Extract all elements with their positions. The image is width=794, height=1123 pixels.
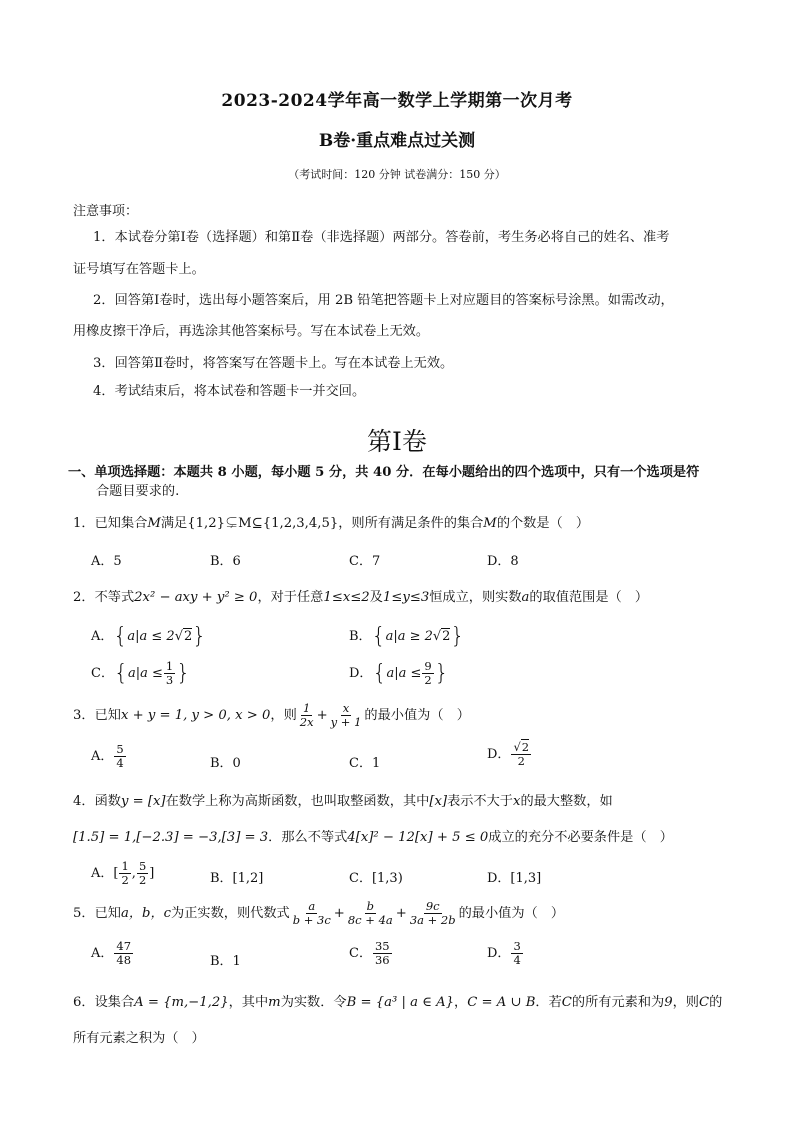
- notice-item: 4．考试结束后，将本试卷和答题卡一并交回。: [93, 384, 366, 399]
- q4-option-c[interactable]: C．[1,3): [349, 871, 403, 886]
- radicand: 2: [442, 629, 451, 644]
- fraction: [298, 702, 316, 729]
- right-brace-icon: }: [192, 624, 207, 649]
- q3-option-b[interactable]: B．0: [210, 756, 241, 771]
- right-brace-icon: }: [450, 624, 465, 649]
- fraction: [511, 741, 531, 768]
- q6-number: 9: [664, 995, 673, 1010]
- q1-option-d[interactable]: D．8: [487, 554, 519, 569]
- q3-option-a[interactable]: [91, 743, 127, 770]
- q6-text: 的所有元素和为: [571, 995, 665, 1010]
- q5-option-a[interactable]: [91, 940, 134, 967]
- q4-option-a[interactable]: [91, 860, 154, 887]
- option-label: A．: [91, 946, 114, 961]
- comma: ,: [131, 866, 136, 881]
- q3-text: ，则: [270, 708, 297, 723]
- q4-examples: [1.5] = 1,[−2.3] = −3,[3] = 3: [73, 830, 269, 845]
- q1-option-c[interactable]: C．7: [349, 554, 381, 569]
- q4-var: x: [513, 794, 521, 809]
- question-3: [73, 702, 470, 729]
- numerator: 1: [121, 859, 129, 873]
- denominator: 2: [138, 873, 147, 887]
- q5-option-b[interactable]: B．1: [210, 954, 241, 969]
- q5-option-d[interactable]: [487, 940, 524, 967]
- q6-set: A = {m,−1,2}: [134, 995, 229, 1010]
- option-expr: a|a ≤ 2: [127, 629, 175, 644]
- q6-var: C: [698, 995, 710, 1010]
- q1-text: 满足: [160, 516, 188, 531]
- fraction: [119, 860, 130, 887]
- q4-option-d[interactable]: D．[1,3]: [487, 871, 542, 886]
- q4-text: 的最大整数，如: [520, 794, 613, 809]
- q4-text: 成立的充分不必要条件是（ ）: [488, 830, 673, 845]
- plus-sign: +: [333, 906, 345, 921]
- numerator: 1: [165, 659, 174, 673]
- question-6: [73, 991, 722, 1010]
- numerator: 3: [513, 939, 521, 953]
- page-subtitle: B卷·重点难点过关测: [318, 131, 476, 151]
- q1-text: 1．已知集合: [73, 516, 148, 531]
- q1-option-a[interactable]: A．5: [91, 554, 122, 569]
- q6-set: B = {a³ | a ∈ A}: [346, 995, 455, 1010]
- q1-var: M: [483, 516, 497, 531]
- question-5: [73, 900, 564, 927]
- fraction: [137, 860, 148, 887]
- left-brace-icon: {: [113, 624, 128, 649]
- q6-set: C = A ∪ B: [467, 995, 536, 1010]
- option-label: B．: [349, 629, 372, 644]
- numerator: b: [366, 899, 374, 913]
- radicand: 2: [184, 629, 193, 644]
- denominator: 3: [165, 673, 174, 687]
- option-label: A．: [91, 749, 114, 764]
- option-label: D．: [487, 946, 511, 961]
- q2-text: 的取值范围是（ ）: [529, 590, 649, 605]
- q2-text: 2．不等式: [73, 590, 135, 605]
- q1-set: {1,2,3,4,5}: [262, 516, 339, 531]
- q2-text: 恒成立，则实数: [429, 590, 522, 605]
- question-4-line2: [73, 826, 673, 845]
- option-expr: a|a ≤: [127, 666, 163, 681]
- numerator: 9: [424, 659, 432, 673]
- q4-text: ．那么不等式: [268, 830, 348, 845]
- denominator: 2: [424, 673, 432, 687]
- q6-text: ．若: [535, 995, 562, 1010]
- sqrt-icon: √: [432, 629, 442, 644]
- denominator: 36: [374, 953, 390, 967]
- q2-text: ，对于任意: [257, 590, 324, 605]
- numerator: 5: [116, 742, 124, 756]
- q4-text: 4．函数: [73, 794, 121, 809]
- fraction: [114, 940, 133, 967]
- numerator: x: [342, 701, 350, 715]
- q6-var: m: [268, 995, 281, 1010]
- right-brace-icon: }: [434, 661, 449, 686]
- part-heading-line: 一、单项选择题：本题共 8 小题，每小题 5 分，共 40 分．在每小题给出的四个选项中，只有一个选项是符: [68, 465, 700, 480]
- q5-text: 的最小值为（ ）: [458, 906, 565, 921]
- section-title: 第Ⅰ卷: [367, 427, 427, 456]
- q6-text: 的: [709, 995, 723, 1010]
- option-label: A．: [91, 866, 114, 881]
- left-brace-icon: {: [372, 661, 387, 686]
- question-6-line2: 所有元素之积为（ ）: [73, 1031, 205, 1046]
- q5-text: 5．已知: [73, 906, 121, 921]
- q4-text: 在数学上称为高斯函数，也叫取整函数，其中: [165, 794, 430, 809]
- left-brace-icon: {: [113, 661, 128, 686]
- bracket: ]: [149, 866, 155, 881]
- plus-sign: +: [316, 708, 328, 723]
- fraction: [329, 702, 364, 729]
- notice-item: 证号填写在答题卡上。: [73, 262, 205, 277]
- bracket: [: [113, 866, 119, 881]
- option-expr: a|a ≥ 2: [385, 629, 433, 644]
- q6-var: C: [561, 995, 572, 1010]
- q1-option-b[interactable]: B．6: [210, 554, 241, 569]
- q2-text: 及: [369, 590, 383, 605]
- q4-function: y = [x]: [120, 794, 166, 809]
- denominator: 48: [116, 953, 132, 967]
- q3-option-d[interactable]: [487, 741, 532, 768]
- q1-var: M: [147, 516, 161, 531]
- question-1: [73, 512, 589, 531]
- notice-title: 注意事项：: [73, 204, 139, 219]
- denominator: 2: [121, 873, 129, 887]
- fraction: [408, 900, 458, 927]
- q2-inequality: 2x² − axy + y² ≥ 0: [134, 590, 258, 605]
- fraction: [291, 900, 333, 927]
- sqrt-icon: √: [174, 629, 183, 644]
- right-brace-icon: }: [176, 661, 191, 686]
- fraction: [346, 900, 395, 927]
- numerator: a: [308, 899, 316, 913]
- notice-item: 用橡皮擦干净后，再选涂其他答案标号。写在本试卷上无效。: [73, 324, 430, 339]
- q2-range: 1≤y≤3: [382, 590, 430, 605]
- option-label: A．: [91, 629, 114, 644]
- left-brace-icon: {: [371, 624, 386, 649]
- q2-range: 1≤x≤2: [323, 590, 370, 605]
- option-label: C．: [349, 946, 372, 961]
- q2-var: a: [521, 590, 530, 605]
- q1-relation: ⊊M⊆: [224, 516, 263, 531]
- q1-text: ，则所有满足条件的集合: [338, 516, 484, 531]
- question-2: [73, 586, 648, 605]
- q2-option-b[interactable]: [349, 624, 464, 649]
- numerator: 9c: [425, 899, 440, 913]
- q2-option-d[interactable]: [349, 660, 449, 687]
- q1-set: {1,2}: [187, 516, 225, 531]
- denominator: 3a + 2b: [409, 913, 456, 927]
- q4-text: 表示不大于: [447, 794, 513, 809]
- q4-option-b[interactable]: B．[1,2]: [210, 871, 264, 886]
- part-heading-line2: 合题目要求的.: [96, 484, 180, 499]
- question-4: [73, 790, 613, 809]
- q2-option-a[interactable]: [91, 624, 206, 649]
- denominator: 4: [116, 756, 124, 770]
- q6-text: ，其中: [228, 995, 269, 1010]
- q6-text: 为实数．令: [280, 995, 347, 1010]
- plus-sign: +: [395, 906, 407, 921]
- option-expr: a|a ≤: [386, 666, 422, 681]
- denominator: 8c + 4a: [347, 913, 393, 927]
- numerator: 5: [138, 859, 147, 873]
- q3-option-c[interactable]: C．1: [349, 756, 381, 771]
- denominator: 4: [513, 953, 521, 967]
- q5-text: 为正实数，则代数式: [171, 906, 290, 921]
- denominator: 2x: [299, 715, 314, 729]
- fraction: [511, 940, 522, 967]
- notice-item: 1．本试卷分第Ⅰ卷（选择题）和第Ⅱ卷（非选择题）两部分。答卷前，考生务必将自己的姓名、准考: [93, 230, 670, 245]
- q3-text: 的最小值为（ ）: [364, 708, 470, 723]
- q2-option-c[interactable]: [91, 660, 190, 687]
- q1-text: 的个数是（ ）: [496, 516, 590, 531]
- q6-text: ，: [454, 995, 468, 1010]
- denominator: 2: [517, 754, 525, 768]
- fraction: [114, 743, 125, 770]
- denominator: b + 3c: [292, 913, 331, 927]
- fraction: [422, 660, 433, 687]
- numerator: 47: [116, 939, 132, 953]
- option-label: D．: [349, 666, 373, 681]
- option-label: D．: [487, 747, 511, 762]
- q3-condition: x + y = 1, y > 0, x > 0: [120, 708, 271, 723]
- q3-text: 3．已知: [73, 708, 121, 723]
- fraction: [373, 940, 392, 967]
- part-heading: [68, 463, 699, 483]
- q4-inequality: 4[x]² − 12[x] + 5 ≤ 0: [347, 830, 489, 845]
- notice-item: 2．回答第Ⅰ卷时，选出每小题答案后，用 2B 铅笔把答题卡上对应题目的答案标号涂黑。如需改动，: [93, 293, 674, 308]
- q6-text: ，则: [672, 995, 699, 1010]
- numerator: [511, 741, 531, 755]
- numerator: 35: [374, 939, 390, 953]
- radicand: 2: [521, 740, 530, 754]
- exam-info: （考试时间：120 分钟 试卷满分：150 分）: [288, 168, 506, 181]
- q6-text: 6．设集合: [73, 995, 135, 1010]
- q4-expr: [x]: [429, 794, 448, 809]
- notice-item: 3．回答第Ⅱ卷时，将答案写在答题卡上。写在本试卷上无效。: [93, 356, 454, 371]
- page-title: 2023-2024学年高一数学上学期第一次月考: [221, 91, 573, 111]
- q5-vars: a，b，c: [120, 906, 172, 921]
- fraction: [164, 660, 175, 687]
- option-label: C．: [91, 666, 114, 681]
- q5-option-c[interactable]: [349, 940, 393, 967]
- numerator: 1: [303, 701, 311, 715]
- sqrt-icon: √: [513, 740, 521, 754]
- denominator: y + 1: [330, 715, 362, 729]
